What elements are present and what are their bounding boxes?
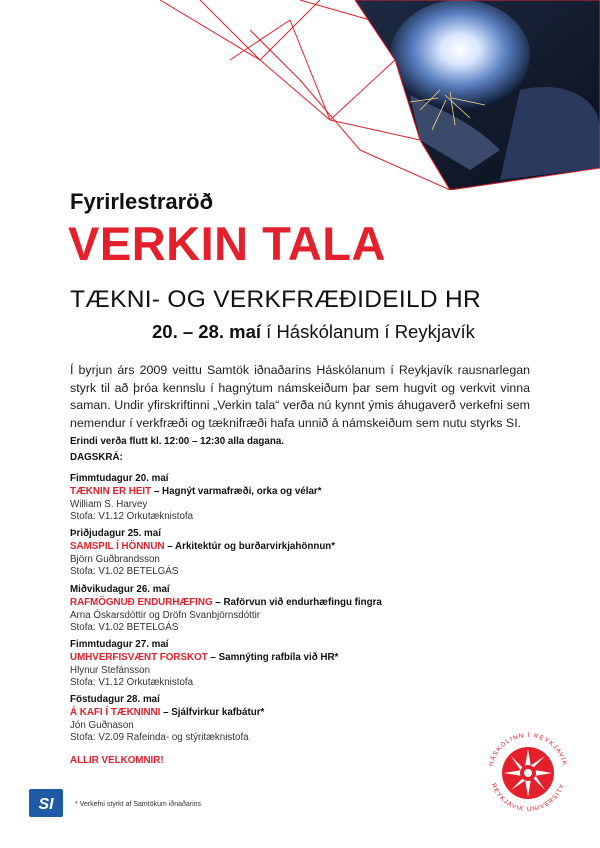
agenda-heading: DAGSKRÁ:	[70, 452, 123, 463]
si-logo-text: SI	[38, 796, 54, 813]
talk-day: Miðvikudagur 26. maí	[70, 584, 170, 595]
hr-university-logo	[478, 723, 578, 823]
si-logo	[29, 789, 63, 817]
talk-speaker: Jón Guðnason	[70, 719, 134, 731]
talk-speaker: Hlynur Stefánsson	[70, 664, 151, 676]
department-subtitle: TÆKNI- OG VERKFRÆÐIDEILD HR	[70, 286, 482, 313]
agenda-item	[70, 639, 338, 690]
talk-speaker: Arna Óskarsdóttir og Dröfn Svanbjörnsdóttir	[70, 609, 261, 621]
talk-day: Þriðjudagur 25. maí	[70, 528, 161, 539]
talk-title: UMHVERFISVÆNT FORSKOT	[70, 651, 208, 663]
talk-title: SAMSPIL Í HÖNNUN	[70, 540, 165, 552]
event-dates	[152, 321, 475, 343]
talk-subtitle: – Hagnýt varmafræði, orka og vélar*	[151, 485, 322, 497]
welcome-note: ALLIR VELKOMNIR!	[70, 755, 164, 766]
hr-logo-ring-top: HÁSKÓLINN Í REYKJAVÍK	[487, 731, 569, 767]
time-note: Erindi verða flutt kl. 12:00 – 12:30 alla dagana.	[70, 436, 284, 447]
talk-subtitle: – Sjálfvirkur kafbátur*	[160, 706, 265, 718]
talk-room: Stofa: V1.02 BETELGÁS	[70, 622, 179, 634]
talk-room: Stofa: V2.09 Rafeinda- og stýritæknistofa	[70, 732, 249, 744]
event-title: VERKIN TALA	[68, 217, 386, 270]
agenda-item	[70, 694, 264, 745]
series-label: Fyrirlestraröð	[70, 189, 214, 214]
talk-speaker: William S. Harvey	[70, 498, 148, 510]
talk-day: Fimmtudagur 20. maí	[70, 473, 169, 484]
intro-paragraph: Í byrjun árs 2009 veittu Samtök iðnaðarins Háskólanum í Reykjavík rausnarlegan styrk til að þróa kennslu í hagnýtum námskeiðum þar sem hugvit og verkvit vinna saman. Undir yfirskriftinni „Verkin tala“ verða nú kynnt ýmis áhugaverð verkefni sem nemendur í verkfræði og tæknifræði hafa unnið á námskeiðum sem nutu styrks SI.	[70, 363, 530, 430]
talk-speaker: Björn Guðbrandsson	[70, 553, 160, 565]
talk-subtitle: – Arkitektúr og burðarvirkjahönnun*	[164, 540, 336, 552]
talk-title: RAFMÖGNUÐ ENDURHÆFING	[70, 596, 213, 608]
talk-title: TÆKNIN ER HEIT	[70, 485, 152, 497]
footnote: * Verkefni styrkt af Samtökum iðnaðarins	[75, 801, 202, 808]
agenda-item	[70, 584, 382, 635]
agenda-item	[70, 473, 322, 524]
agenda-item	[70, 528, 335, 579]
talk-title: Á KAFI Í TÆKNINNI	[70, 706, 161, 718]
event-location: í Háskólanum í Reykjavík	[261, 321, 475, 342]
talk-subtitle: – Samnýting rafbíla við HR*	[207, 651, 339, 663]
talk-subtitle: – Raförvun við endurhæfingu fingra	[212, 596, 382, 608]
talk-day: Fimmtudagur 27. maí	[70, 639, 169, 650]
date-range: 20. – 28. maí	[152, 321, 262, 342]
hr-logo-ring-bottom: REYKJAVIK UNIVERSITY	[489, 782, 567, 814]
talk-room: Stofa: V1.12 Orkutæknistofa	[70, 511, 194, 523]
talk-room: Stofa: V1.02 BETELGÁS	[70, 566, 179, 578]
hero-welding-photo	[0, 0, 600, 190]
talk-day: Föstudagur 28. maí	[70, 694, 160, 705]
talk-room: Stofa: V1.12 Orkutæknistofa	[70, 677, 194, 689]
